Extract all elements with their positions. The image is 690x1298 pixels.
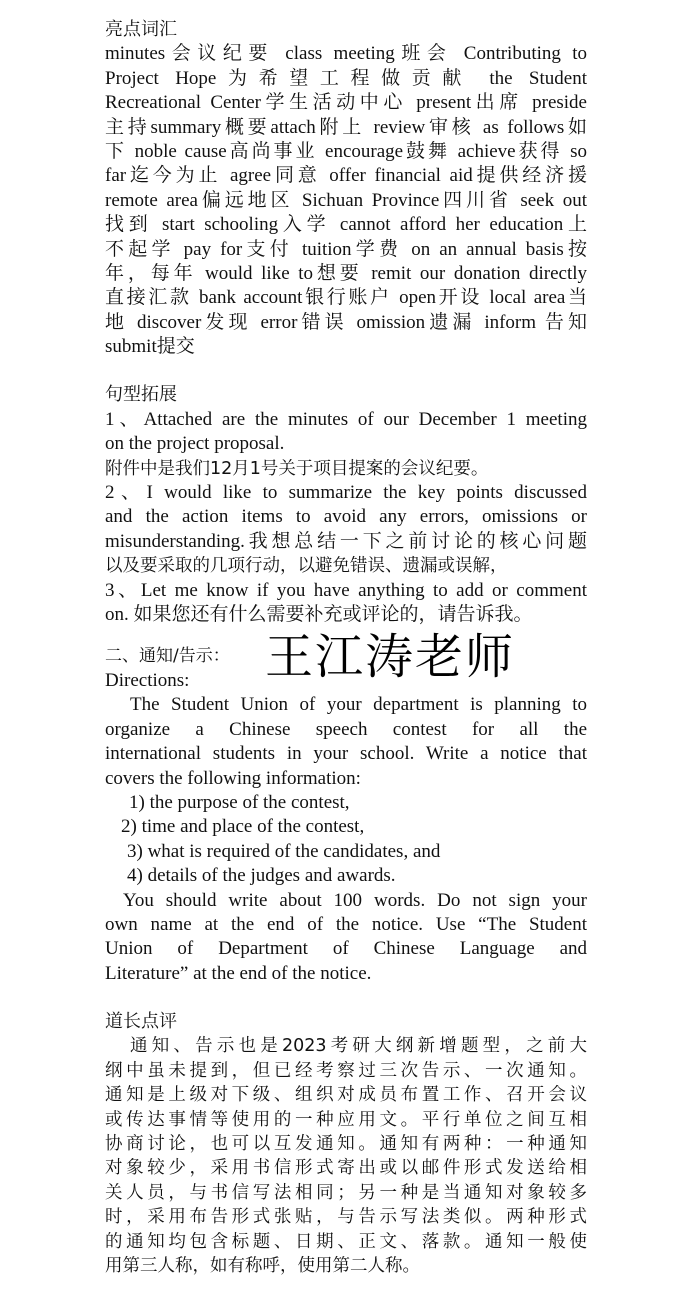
comment-line: 纲中虽未提到，但已经考察过三次告示、一次通知。	[105, 1060, 587, 1081]
vocab-line: 不起学 pay for支付 tuition学费 on an annual basis按	[105, 238, 587, 260]
pattern-line: 3、Let me know if you have anything to add or comment	[105, 579, 587, 601]
vocab-line: 地 discover发现 error错误 omission遗漏 inform 告知	[105, 311, 587, 333]
vocab-block	[105, 42, 587, 359]
comment-line: 通知、告示也是2023考研大纲新增题型，之前大	[130, 1036, 587, 1057]
notice-item: 3) what is required of the candidates, and	[127, 840, 441, 862]
notice-header	[105, 629, 587, 692]
pattern-line: 以及要采取的几项行动，以避免错误、遗漏或误解，	[105, 556, 508, 577]
vocab-line: 直接汇款 bank account银行账户 open开设 local area当	[105, 287, 587, 309]
vocab-line: Project Hope为希望工程做贡献 the Student	[105, 67, 587, 89]
pattern-line: 附件中是我们12月1号关于项目提案的会议纪要。	[105, 458, 489, 479]
notice-title: 二、通知/告示：	[105, 646, 230, 667]
notice-closing-line: Literature” at the end of the notice.	[105, 962, 372, 984]
vocab-line: 年，每年 would like to想要 remit our donation directly	[105, 262, 587, 284]
comment-line: 协商讨论，也可以互发通知。通知有两种：一种通知	[105, 1134, 587, 1155]
vocab-line: remote area偏远地区 Sichuan Province四川省 seek out	[105, 189, 587, 211]
document-page	[105, 18, 587, 1278]
pattern-line: 2、I would like to summarize the key points discussed	[105, 482, 587, 504]
vocab-line: minutes会议纪要 class meeting班会 Contributing to	[105, 43, 587, 65]
pattern-line: 1、Attached are the minutes of our December 1 meeting	[105, 408, 587, 430]
notice-intro-line: covers the following information:	[105, 767, 361, 789]
pattern-line: and the action items to avoid any errors, omissions or	[105, 506, 587, 528]
pattern-line: on the project proposal.	[105, 433, 285, 455]
notice-item: 1) the purpose of the contest,	[129, 791, 350, 813]
comment-line: 用第三人称，如有称呼，使用第二人称。	[105, 1255, 420, 1276]
patterns-heading: 句型拓展	[105, 384, 177, 406]
notice-closing-line: own name at the end of the notice. Use “The Student	[105, 913, 587, 935]
notice-item: 4) details of the judges and awards.	[127, 865, 396, 887]
pattern-line: on. 如果您还有什么需要补充或评论的，请告诉我。	[105, 603, 533, 625]
comment-block	[105, 1034, 587, 1278]
comment-line: 对象较少，采用书信形式寄出或以邮件形式发送给相	[105, 1158, 587, 1179]
notice-intro	[105, 693, 587, 791]
patterns-block	[105, 408, 587, 628]
notice-closing-line: Union of Department of Chinese Language and	[105, 938, 587, 960]
vocab-line: 主持summary概要attach附上 review审核 as follows如	[105, 116, 587, 138]
comment-line: 的通知均包含标题、日期、正文、落款。通知一般使	[105, 1231, 587, 1252]
comment-line: 或传达事情等使用的一种应用文。平行单位之间互相	[105, 1109, 587, 1130]
teacher-name-watermark: 王江涛老师	[265, 629, 516, 686]
notice-intro-line: organize a Chinese speech contest for all the	[105, 718, 587, 740]
vocab-line: submit提交	[105, 336, 195, 358]
notice-closing-line: You should write about 100 words. Do not sign your	[123, 889, 587, 911]
vocab-line: 找到 start schooling入学 cannot afford her education上	[105, 214, 587, 236]
vocab-line: Recreational Center学生活动中心 present出席 preside	[105, 92, 587, 114]
section-gap	[105, 986, 587, 1010]
comment-line: 通知是上级对下级、组织对成员布置工作、召开会议	[105, 1085, 587, 1106]
vocab-heading: 亮点词汇	[105, 19, 177, 40]
notice-item: 2) time and place of the contest,	[121, 816, 365, 838]
pattern-line: misunderstanding.我想总结一下之前讨论的核心问题	[105, 530, 587, 552]
notice-intro-line: The Student Union of your department is planning to	[130, 694, 587, 716]
notice-items	[105, 791, 587, 889]
directions-label: Directions:	[105, 670, 190, 692]
vocab-line: 下 noble cause高尚事业 encourage鼓舞 achieve获得 so	[105, 140, 587, 162]
comment-heading: 道长点评	[105, 1011, 177, 1033]
comment-line: 关人员，与书信写法相同；另一种是当通知对象较多	[105, 1182, 587, 1203]
section-gap	[105, 359, 587, 383]
notice-closing	[105, 889, 587, 987]
vocab-line: far迄今为止 agree同意 offer financial aid提供经济援	[105, 165, 587, 187]
comment-line: 时，采用布告形式张贴，与告示写法类似。两种形式	[105, 1207, 587, 1228]
notice-intro-line: international students in your school. Write a notice that	[105, 743, 587, 765]
